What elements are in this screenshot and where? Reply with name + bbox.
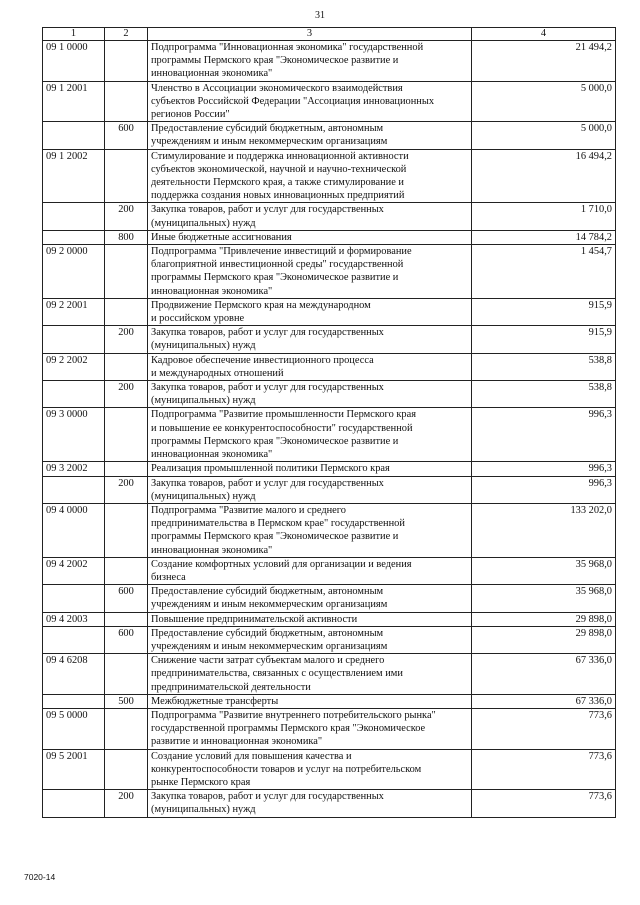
item-description — [148, 694, 472, 708]
amount-value: 773,6 — [472, 790, 616, 817]
target-article-code: 09 2 2002 — [43, 353, 105, 380]
amount-value: 773,6 — [472, 749, 616, 790]
description-line: Предоставление субсидий бюджетным, автономным — [151, 123, 384, 135]
expense-type-code — [105, 612, 148, 626]
item-description — [148, 503, 472, 557]
amount-value: 35 968,0 — [472, 585, 616, 612]
description-line: (муниципальных) нужд — [151, 490, 256, 502]
description-line: учреждениям и иным некоммерческим организациям — [151, 640, 388, 652]
amount-value: 67 336,0 — [472, 654, 616, 695]
description-line: предпринимательства, связанных с осуществлением ими — [151, 668, 403, 680]
table-row — [43, 122, 616, 149]
description-line: и российском уровне — [151, 313, 245, 325]
item-description — [148, 41, 472, 82]
description-line: Создание условий для повышения качества и — [151, 750, 352, 762]
description-line: Снижение части затрат субъектам малого и среднего — [151, 655, 385, 667]
table-row — [43, 557, 616, 584]
table-row — [43, 41, 616, 82]
column-header-1: 1 — [43, 28, 105, 41]
item-description — [148, 462, 472, 476]
expense-type-code — [105, 298, 148, 325]
table-row — [43, 381, 616, 408]
target-article-code — [43, 381, 105, 408]
description-line: программы Пермского края "Экономическое развитие и — [151, 531, 399, 543]
description-line: программы Пермского края "Экономическое развитие и — [151, 435, 399, 447]
table-row — [43, 612, 616, 626]
target-article-code — [43, 326, 105, 353]
description-line: и повышение ее конкурентоспособности" государственной — [151, 422, 413, 434]
footer-code: 7020-14 — [24, 872, 56, 882]
page-number: 31 — [315, 10, 325, 21]
target-article-code — [43, 203, 105, 230]
amount-value: 133 202,0 — [472, 503, 616, 557]
description-line: Подпрограмма "Развитие внутреннего потребительского рынка" — [151, 709, 436, 721]
column-header-3: 3 — [148, 28, 472, 41]
expense-type-code: 200 — [105, 326, 148, 353]
description-line: поддержка создания новых инновационных предприятий — [151, 190, 405, 202]
amount-value: 67 336,0 — [472, 694, 616, 708]
expense-type-code — [105, 353, 148, 380]
description-line: Продвижение Пермского края на международном — [151, 299, 371, 311]
item-description — [148, 245, 472, 299]
item-description — [148, 626, 472, 653]
expense-type-code: 800 — [105, 230, 148, 244]
item-description — [148, 708, 472, 749]
item-description — [148, 298, 472, 325]
amount-value: 915,9 — [472, 298, 616, 325]
description-line: конкурентоспособности товаров и услуг на потребительском — [151, 763, 422, 775]
target-article-code: 09 5 0000 — [43, 708, 105, 749]
target-article-code — [43, 626, 105, 653]
target-article-code — [43, 694, 105, 708]
target-article-code: 09 1 0000 — [43, 41, 105, 82]
target-article-code — [43, 790, 105, 817]
description-line: (муниципальных) нужд — [151, 395, 256, 407]
table-row — [43, 749, 616, 790]
amount-value: 996,3 — [472, 462, 616, 476]
expense-type-code — [105, 245, 148, 299]
target-article-code: 09 1 2001 — [43, 81, 105, 122]
table-row — [43, 149, 616, 203]
description-line: учреждениям и иным некоммерческим организациям — [151, 136, 388, 148]
table-row — [43, 476, 616, 503]
item-description — [148, 476, 472, 503]
table-row — [43, 298, 616, 325]
table-row — [43, 81, 616, 122]
table-row — [43, 353, 616, 380]
description-line: инновационная экономика" — [151, 449, 273, 461]
item-description — [148, 654, 472, 695]
target-article-code: 09 3 2002 — [43, 462, 105, 476]
description-line: Подпрограмма "Развитие малого и среднего — [151, 504, 346, 516]
expense-type-code — [105, 81, 148, 122]
table-row — [43, 585, 616, 612]
description-line: Создание комфортных условий для организации и ведения — [151, 558, 412, 570]
target-article-code: 09 4 2002 — [43, 557, 105, 584]
description-line: Межбюджетные трансферты — [151, 695, 279, 707]
expense-type-code: 500 — [105, 694, 148, 708]
description-line: Предоставление субсидий бюджетным, автономным — [151, 586, 384, 598]
description-line: субъектов Российской Федерации "Ассоциация инновационных — [151, 95, 435, 107]
budget-table — [42, 27, 616, 818]
item-description — [148, 230, 472, 244]
description-line: Иные бюджетные ассигнования — [151, 231, 292, 243]
description-line: программы Пермского края "Экономическое развитие и — [151, 272, 399, 284]
amount-value: 14 784,2 — [472, 230, 616, 244]
description-line: Закупка товаров, работ и услуг для государственных — [151, 382, 384, 394]
expense-type-code: 600 — [105, 122, 148, 149]
amount-value: 5 000,0 — [472, 122, 616, 149]
description-line: государственной программы Пермского края "Экономическое — [151, 723, 426, 735]
amount-value: 5 000,0 — [472, 81, 616, 122]
expense-type-code — [105, 41, 148, 82]
amount-value: 538,8 — [472, 353, 616, 380]
expense-type-code — [105, 654, 148, 695]
description-line: Подпрограмма "Инновационная экономика" государственной — [151, 42, 424, 53]
description-line: деятельности Пермского края, а также стимулирование и — [151, 177, 404, 189]
item-description — [148, 612, 472, 626]
table-row — [43, 245, 616, 299]
description-line: бизнеса — [151, 571, 186, 583]
expense-type-code — [105, 462, 148, 476]
item-description — [148, 557, 472, 584]
table-row — [43, 326, 616, 353]
description-line: Предоставление субсидий бюджетным, автономным — [151, 627, 384, 639]
description-line: (муниципальных) нужд — [151, 804, 256, 816]
description-line: Повышение предпринимательской активности — [151, 613, 358, 625]
expense-type-code — [105, 149, 148, 203]
description-line: субъектов экономической, научной и научно-технической — [151, 163, 407, 175]
table-row — [43, 203, 616, 230]
amount-value: 21 494,2 — [472, 41, 616, 82]
target-article-code — [43, 122, 105, 149]
description-line: Закупка товаров, работ и услуг для государственных — [151, 204, 384, 216]
target-article-code — [43, 230, 105, 244]
table-row — [43, 230, 616, 244]
description-line: (муниципальных) нужд — [151, 340, 256, 352]
table-row — [43, 408, 616, 462]
amount-value: 35 968,0 — [472, 557, 616, 584]
description-line: рынке Пермского края — [151, 776, 251, 788]
description-line: Подпрограмма "Привлечение инвестиций и формирование — [151, 246, 412, 258]
description-line: Стимулирование и поддержка инновационной активности — [151, 150, 409, 162]
amount-value: 773,6 — [472, 708, 616, 749]
amount-value: 538,8 — [472, 381, 616, 408]
column-number-row — [43, 28, 616, 41]
target-article-code: 09 3 0000 — [43, 408, 105, 462]
item-description — [148, 408, 472, 462]
target-article-code: 09 2 0000 — [43, 245, 105, 299]
expense-type-code: 600 — [105, 585, 148, 612]
amount-value: 996,3 — [472, 476, 616, 503]
expense-type-code — [105, 749, 148, 790]
description-line: развитие и инновационная экономика" — [151, 736, 323, 748]
description-line: регионов России" — [151, 109, 230, 121]
description-line: Кадровое обеспечение инвестиционного процесса — [151, 354, 374, 366]
amount-value: 996,3 — [472, 408, 616, 462]
expense-type-code — [105, 557, 148, 584]
amount-value: 29 898,0 — [472, 612, 616, 626]
description-line: Закупка товаров, работ и услуг для государственных — [151, 477, 384, 489]
description-line: Подпрограмма "Развитие промышленности Пермского края — [151, 409, 416, 421]
description-line: инновационная экономика" — [151, 285, 273, 297]
amount-value: 29 898,0 — [472, 626, 616, 653]
amount-value: 16 494,2 — [472, 149, 616, 203]
item-description — [148, 122, 472, 149]
expense-type-code — [105, 708, 148, 749]
table-row — [43, 654, 616, 695]
expense-type-code: 600 — [105, 626, 148, 653]
target-article-code: 09 2 2001 — [43, 298, 105, 325]
target-article-code: 09 4 0000 — [43, 503, 105, 557]
item-description — [148, 203, 472, 230]
table-row — [43, 626, 616, 653]
item-description — [148, 149, 472, 203]
item-description — [148, 381, 472, 408]
expense-type-code — [105, 408, 148, 462]
expense-type-code: 200 — [105, 790, 148, 817]
description-line: Членство в Ассоциации экономического взаимодействия — [151, 82, 403, 94]
item-description — [148, 353, 472, 380]
amount-value: 915,9 — [472, 326, 616, 353]
description-line: предпринимательства в Пермском крае" государственной — [151, 518, 405, 530]
table-row — [43, 462, 616, 476]
description-line: Закупка товаров, работ и услуг для государственных — [151, 327, 384, 339]
description-line: (муниципальных) нужд — [151, 217, 256, 229]
target-article-code: 09 5 2001 — [43, 749, 105, 790]
description-line: программы Пермского края "Экономическое развитие и — [151, 55, 399, 67]
amount-value: 1 454,7 — [472, 245, 616, 299]
target-article-code: 09 4 6208 — [43, 654, 105, 695]
table-row — [43, 503, 616, 557]
item-description — [148, 790, 472, 817]
expense-type-code: 200 — [105, 476, 148, 503]
expense-type-code: 200 — [105, 381, 148, 408]
expense-type-code: 200 — [105, 203, 148, 230]
column-header-4: 4 — [472, 28, 616, 41]
target-article-code — [43, 585, 105, 612]
description-line: инновационная экономика" — [151, 68, 273, 80]
amount-value: 1 710,0 — [472, 203, 616, 230]
target-article-code — [43, 476, 105, 503]
description-line: благоприятной инвестиционной среды" государственной — [151, 259, 404, 271]
description-line: Закупка товаров, работ и услуг для государственных — [151, 791, 384, 803]
target-article-code: 09 4 2003 — [43, 612, 105, 626]
description-line: и международных отношений — [151, 367, 284, 379]
table-row — [43, 790, 616, 817]
description-line: учреждениям и иным некоммерческим организациям — [151, 599, 388, 611]
description-line: предпринимательской деятельности — [151, 681, 311, 693]
column-header-2: 2 — [105, 28, 148, 41]
expense-type-code — [105, 503, 148, 557]
table-row — [43, 708, 616, 749]
description-line: Реализация промышленной политики Пермского края — [151, 463, 390, 475]
target-article-code: 09 1 2002 — [43, 149, 105, 203]
item-description — [148, 749, 472, 790]
description-line: инновационная экономика" — [151, 544, 273, 556]
item-description — [148, 326, 472, 353]
item-description — [148, 585, 472, 612]
table-row — [43, 694, 616, 708]
item-description — [148, 81, 472, 122]
